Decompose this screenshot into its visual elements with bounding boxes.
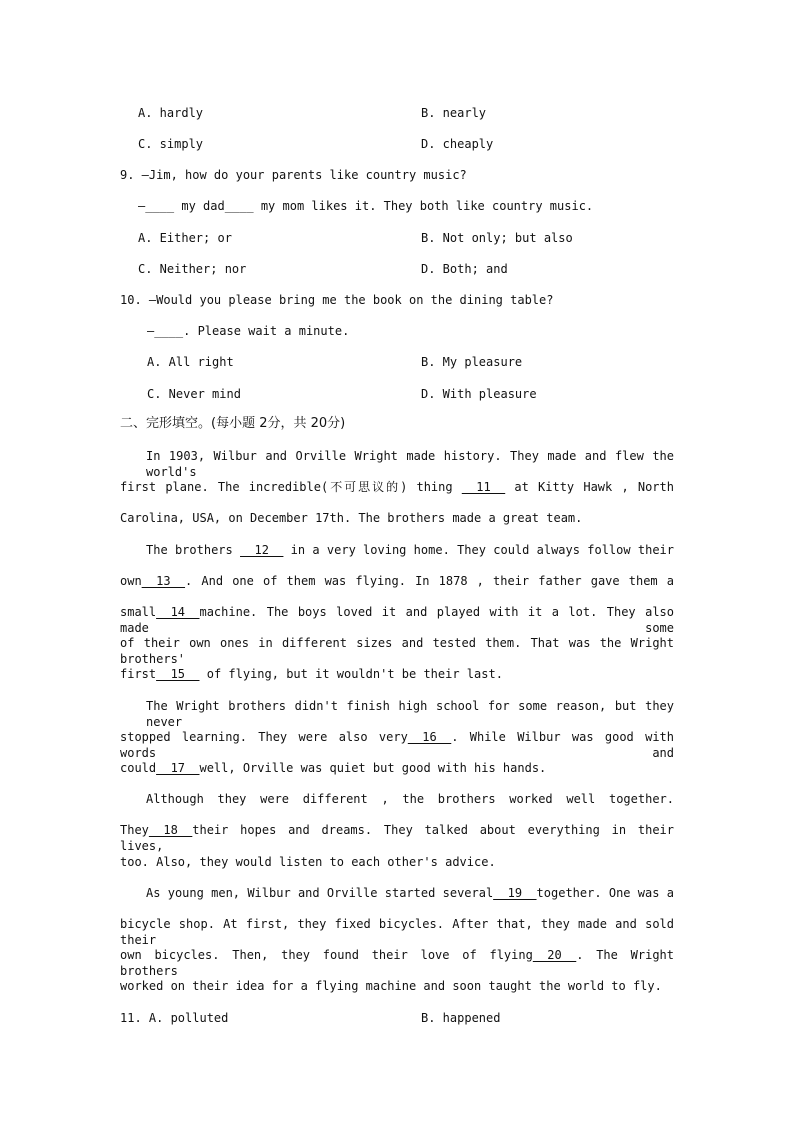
q11-option-a: 11. A. polluted [120,1011,229,1025]
q10-reply: —____. Please wait a minute. [147,324,350,338]
passage-text: As young men, Wilbur and Orville started several [146,886,494,900]
blank-13: __13__ [141,574,186,588]
passage-line: The Wright brothers didn't finish high school for some reason, but they never [146,699,674,729]
passage-text: . While Wilbur was good with words and [120,730,674,760]
q8-option-b: B. nearly [421,106,487,120]
passage-text: at Kitty Hawk , North [514,480,674,494]
passage-text: together. One was a [536,886,674,900]
q8-option-a: A. hardly [138,106,204,120]
passage-text: own [120,574,142,588]
passage-text: stopped learning. They were also very [120,730,408,744]
blank-12: __12__ [240,543,284,557]
q8-option-c: C. simply [138,137,204,151]
q9-stem: 9. —Jim, how do your parents like country music? [120,168,467,182]
passage-line: Although they were different , the brothers worked well together. [146,792,674,806]
blank-18: __18__ [148,823,193,837]
passage-line [120,760,546,776]
passage-line [120,822,674,854]
q9-option-d: D. Both; and [421,262,508,276]
passage-text: The brothers [146,543,233,557]
blank-19: __19__ [493,886,537,900]
passage-line [120,666,503,682]
passage-line [120,729,674,761]
passage-text: own bicycles. Then, they found their love of flying [120,948,533,962]
passage-line: bicycle shop. At first, they fixed bicycles. After that, they made and sold their [120,917,674,947]
passage-line [120,573,674,589]
passage-line [120,479,674,495]
q10-option-c: C. Never mind [147,387,241,401]
chinese-gloss: 不可思议的 [328,480,401,494]
q9-option-c: C. Neither; nor [138,262,247,276]
passage-text: . The Wright brothers [120,948,674,978]
blank-17: __17__ [156,761,200,775]
q9-option-a: A. Either; or [138,231,232,245]
passage-line: too. Also, they would listen to each other's advice. [120,855,496,869]
q11-option-b: B. happened [421,1011,501,1025]
passage-text: They [120,823,149,837]
q9-reply: —____ my dad____ my mom likes it. They both like country music. [138,199,594,213]
passage-text: ) thing [400,480,453,494]
q10-option-a: A. All right [147,355,234,369]
passage-text: . And one of them was flying. In 1878 , their father gave them a [185,574,674,588]
section-heading: 二、完形填空。(每小题 2分，共 20分) [120,416,346,431]
passage-text: could [120,761,157,775]
blank-11: __11__ [461,480,506,494]
passage-text: of flying, but it wouldn't be their last. [206,667,503,681]
blank-15: __15__ [156,667,200,681]
passage-line [146,542,674,558]
passage-text: small [120,605,157,619]
q9-option-b: B. Not only; but also [421,231,573,245]
passage-text: well, Orville was quiet but good with his hands. [199,761,547,775]
passage-line [120,604,674,636]
passage-line [120,947,674,979]
passage-text: in a very loving home. They could always follow their [290,543,674,557]
passage-line: worked on their idea for a flying machine and soon taught the world to fly. [120,979,662,993]
blank-16: __16__ [407,730,452,744]
passage-line: Carolina, USA, on December 17th. The brothers made a great team. [120,511,583,525]
passage-line [146,885,674,901]
passage-line: In 1903, Wilbur and Orville Wright made history. They made and flew the world's [146,449,674,479]
q10-option-d: D. With pleasure [421,387,537,401]
passage-text: first [120,667,157,681]
blank-14: __14__ [156,605,200,619]
passage-text: machine. The boys loved it and played with it a lot. They also made some [120,605,674,635]
q10-option-b: B. My pleasure [421,355,523,369]
q8-option-d: D. cheaply [421,137,494,151]
passage-text: first plane. The incredible( [120,480,329,494]
blank-20: __20__ [532,948,577,962]
passage-line: of their own ones in different sizes and tested them. That was the Wright brothers' [120,636,674,666]
q10-stem: 10. —Would you please bring me the book on the dining table? [120,293,554,307]
passage-text: their hopes and dreams. They talked about everything in their lives, [120,823,674,853]
